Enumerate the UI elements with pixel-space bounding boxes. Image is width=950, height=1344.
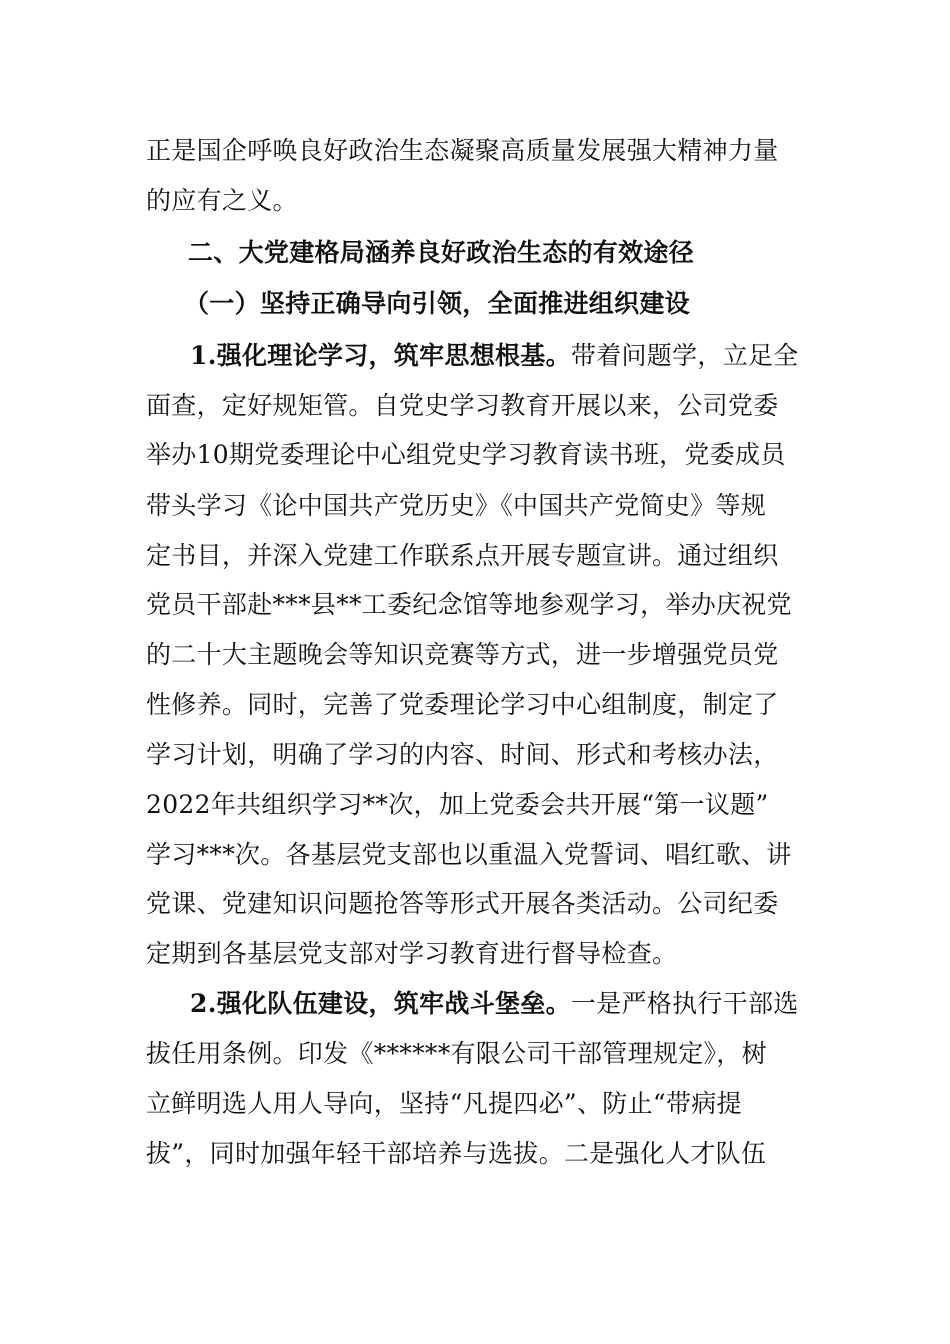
- body-line: 面查，定好规矩管。自党史学习教育开展以来，公司党委: [146, 391, 779, 420]
- paragraph-first-line: [190, 341, 850, 371]
- body-line: 学习计划，明确了学习的内容、时间、形式和考核办法，: [146, 740, 779, 769]
- body-line: 的应有之义。: [146, 186, 298, 215]
- body-line: 党课、党建知识问题抢答等形式开展各类活动。公司纪委: [146, 889, 779, 918]
- body-line: 的二十大主题晚会等知识竞赛等方式，进一步增强党员党: [146, 640, 779, 669]
- paragraph-lead-text: 一是严格执行干部选: [570, 989, 799, 1018]
- section-heading: 二、大党建格局涵养良好政治生态的有效途径: [188, 238, 695, 267]
- paragraph-lead-title: 1.强化理论学习，筑牢思想根基。: [190, 341, 571, 370]
- body-line: 党员干部赴***县**工委纪念馆等地参观学习，举办庆祝党: [146, 590, 792, 619]
- body-line: 学习***次。各基层党支部也以重温入党誓词、唱红歌、讲: [146, 840, 792, 869]
- subsection-heading: （一）坚持正确导向引领，全面推进组织建设: [184, 289, 691, 318]
- body-line: 定书目，并深入党建工作联系点开展专题宣讲。通过组织: [146, 541, 779, 570]
- body-line: 立鲜明选人用人导向，坚持“凡提四必”、防止“带病提: [146, 1089, 742, 1118]
- paragraph-first-line: [190, 989, 850, 1019]
- paragraph-lead-title: 2.强化队伍建设，筑牢战斗堡垒。: [190, 989, 571, 1018]
- body-line: 性修养。同时，完善了党委理论学习中心组制度，制定了: [146, 690, 779, 719]
- body-line: 正是国企呼唤良好政治生态凝聚高质量发展强大精神力量: [146, 136, 779, 165]
- body-line: 定期到各基层党支部对学习教育进行督导检查。: [146, 939, 678, 968]
- body-line: 举办10期党委理论中心组党史学习教育读书班，党委成员: [146, 440, 786, 469]
- body-line: 2022年共组织学习**次，加上党委会共开展“第一议题”: [146, 790, 769, 819]
- body-line: 带头学习《论中国共产党历史》《中国共产党简史》等规: [146, 491, 767, 520]
- paragraph-lead-text: 带着问题学，立足全: [570, 341, 799, 370]
- body-line: 拔任用条例。印发《******有限公司干部管理规定》，树: [146, 1039, 767, 1068]
- body-line: 拔”，同时加强年轻干部培养与选拔。二是强化人才队伍: [146, 1139, 767, 1168]
